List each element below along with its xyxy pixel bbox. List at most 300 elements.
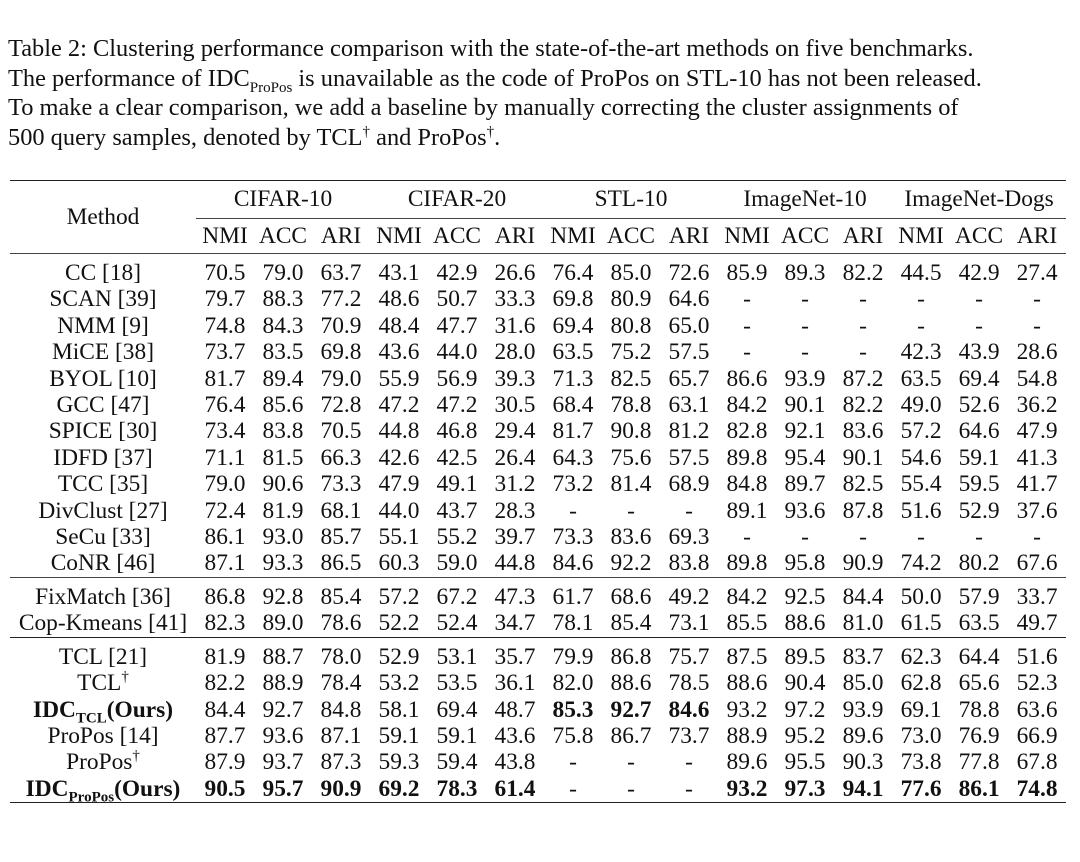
- results-table: [10, 180, 1066, 806]
- method-name-text: TCL [21]: [58, 643, 148, 670]
- table-cell: 70.5: [196, 254, 254, 287]
- method-name: [10, 392, 196, 418]
- table-cell: 70.9: [320, 312, 362, 339]
- method-name-text: Cop-Kmeans [41]: [18, 610, 188, 637]
- table-cell: 81.0: [842, 610, 884, 637]
- table-cell: 86.6: [726, 365, 768, 392]
- metric-header: ARI: [1016, 222, 1058, 249]
- table-cell: 57.2: [370, 577, 428, 610]
- table-cell: 93.6: [784, 497, 826, 524]
- table-cell: 33.3: [494, 286, 536, 313]
- table-cell: 88.6: [726, 670, 768, 697]
- table-cell: 77.8: [958, 749, 1000, 776]
- table-cell: 57.5: [668, 444, 710, 471]
- table-cell: 36.1: [494, 670, 536, 697]
- table-cell: 59.1: [958, 444, 1000, 471]
- table-row: [10, 313, 1066, 339]
- table-cell: 42.5: [436, 444, 478, 471]
- method-name-text: GCC [47]: [56, 392, 150, 419]
- table-cell: 49.2: [660, 577, 718, 610]
- table-cell: 58.1: [378, 696, 420, 723]
- table-cell: 89.0: [262, 610, 304, 637]
- table-cell: 69.4: [958, 365, 1000, 392]
- method-name: [10, 524, 196, 550]
- table-cell: 85.9: [718, 254, 776, 287]
- table-cell: 95.7: [254, 776, 312, 803]
- table-cell: 90.9: [312, 776, 370, 803]
- table-cell: 47.2: [436, 392, 478, 419]
- table-cell: 83.8: [262, 418, 304, 445]
- metric-header: ARI: [668, 222, 710, 249]
- method-name-text: FixMatch [36]: [35, 583, 171, 610]
- table-cell: 89.5: [776, 637, 834, 670]
- table-cell: 95.8: [784, 550, 826, 577]
- table-cell: 44.0: [436, 339, 478, 366]
- method-name-text: IDFD [37]: [53, 444, 153, 471]
- table-cell: 81.7: [552, 418, 594, 445]
- method-name: [10, 723, 196, 749]
- table-cell: -: [1033, 286, 1041, 313]
- table-cell: 82.2: [204, 670, 246, 697]
- table-cell: 78.8: [610, 392, 652, 419]
- table-cell: 81.7: [204, 365, 246, 392]
- method-name-text: SeCu [33]: [55, 524, 151, 551]
- table-cell: 78.3: [428, 776, 486, 803]
- method-dagger: †: [121, 669, 129, 686]
- table-cell: 63.5: [958, 610, 1000, 637]
- method-subscript: ProPos: [68, 789, 115, 806]
- table-cell: 90.3: [842, 749, 884, 776]
- table-cell: 77.6: [892, 776, 950, 803]
- table-cell: 59.3: [378, 749, 420, 776]
- table-cell: 75.7: [660, 637, 718, 670]
- method-name: [10, 445, 196, 471]
- table-row: [10, 670, 1066, 696]
- table-cell: 53.5: [436, 670, 478, 697]
- table-cell: 43.1: [370, 254, 428, 287]
- table-cell: 63.7: [312, 254, 370, 287]
- table-cell: 84.8: [320, 696, 362, 723]
- table-cell: 92.1: [784, 418, 826, 445]
- table-cell: 76.9: [958, 722, 1000, 749]
- table-cell: 86.5: [320, 550, 362, 577]
- table-cell: 44.5: [892, 254, 950, 287]
- table-cell: 62.3: [892, 637, 950, 670]
- table-cell: 31.2: [494, 471, 536, 498]
- table-cell: 85.0: [602, 254, 660, 287]
- table-cell: 26.6: [486, 254, 544, 287]
- table-cell: 78.0: [312, 637, 370, 670]
- table-cell: 34.7: [494, 610, 536, 637]
- table-cell: 76.4: [204, 392, 246, 419]
- table-cell: 89.6: [842, 722, 884, 749]
- table-cell: 65.7: [668, 365, 710, 392]
- method-name: [10, 286, 196, 312]
- table-cell: 39.7: [494, 524, 536, 551]
- metric-header: ARI: [320, 222, 362, 249]
- table-cell: 59.4: [436, 749, 478, 776]
- table-cell: -: [859, 312, 867, 339]
- table-cell: -: [685, 497, 693, 524]
- dataset-header-imagenet10: ImageNet-10: [718, 181, 892, 219]
- metric-header: ARI: [494, 222, 536, 249]
- table-cell: 41.7: [1016, 471, 1058, 498]
- table-cell: -: [602, 776, 660, 803]
- table-cell: -: [917, 524, 925, 551]
- table-cell: 82.5: [842, 471, 884, 498]
- method-name-text: NMM [9]: [57, 312, 149, 339]
- table-cell: 90.6: [262, 471, 304, 498]
- table-cell: 82.8: [726, 418, 768, 445]
- table-row: [10, 392, 1066, 418]
- table-cell: 28.3: [494, 497, 536, 524]
- method-name: [10, 610, 196, 637]
- dataset-header-imagenet-dogs: ImageNet-Dogs: [892, 181, 1066, 219]
- table-cell: 85.7: [320, 524, 362, 551]
- table-cell: 44.8: [494, 550, 536, 577]
- table-cell: -: [801, 286, 809, 313]
- table-cell: 76.4: [544, 254, 602, 287]
- table-cell: 64.3: [552, 444, 594, 471]
- table-cell: 57.2: [900, 418, 942, 445]
- table-cell: 69.2: [370, 776, 428, 803]
- table-cell: 55.9: [378, 365, 420, 392]
- table-cell: 87.1: [320, 722, 362, 749]
- table-cell: 52.6: [958, 392, 1000, 419]
- table-cell: 74.8: [204, 312, 246, 339]
- table-cell: 84.2: [718, 577, 776, 610]
- table-cell: 42.3: [900, 339, 942, 366]
- method-name: [10, 749, 196, 775]
- metric-header: NMI: [202, 222, 248, 249]
- table-cell: 93.2: [718, 776, 776, 803]
- table-cell: 71.3: [552, 365, 594, 392]
- table-cell: 59.1: [378, 722, 420, 749]
- table-cell: 89.3: [776, 254, 834, 287]
- table-cell: -: [859, 339, 867, 366]
- table-row: [10, 471, 1066, 497]
- metric-header: NMI: [550, 222, 596, 249]
- table-cell: 88.3: [262, 286, 304, 313]
- table-row: [10, 254, 1066, 287]
- table-cell: 75.6: [610, 444, 652, 471]
- method-name-text: TCL: [77, 670, 122, 697]
- table-cell: -: [660, 776, 718, 803]
- table-cell: 78.1: [552, 610, 594, 637]
- table-cell: 78.8: [958, 696, 1000, 723]
- table-cell: 81.9: [196, 637, 254, 670]
- metric-header: ACC: [432, 222, 482, 249]
- table-cell: 39.3: [494, 365, 536, 392]
- table-cell: 51.6: [1008, 637, 1066, 670]
- table-cell: 50.0: [892, 577, 950, 610]
- table-cell: 90.1: [784, 392, 826, 419]
- metric-header: NMI: [724, 222, 770, 249]
- table-cell: 69.8: [552, 286, 594, 313]
- table-cell: 42.9: [950, 254, 1008, 287]
- table-cell: 55.1: [378, 524, 420, 551]
- table-cell: 68.6: [602, 577, 660, 610]
- table-cell: -: [975, 312, 983, 339]
- table-cell: 82.2: [834, 254, 892, 287]
- table-cell: 37.6: [1016, 497, 1058, 524]
- table-cell: 60.3: [378, 550, 420, 577]
- table-cell: -: [917, 312, 925, 339]
- table-row: [10, 749, 1066, 775]
- caption-line-1: Table 2: Clustering performance comparison with the state-of-the-art methods on five benchmarks.: [8, 35, 974, 62]
- dataset-header-row: [10, 181, 1066, 219]
- table-cell: 79.0: [254, 254, 312, 287]
- table-row: [10, 524, 1066, 550]
- table-cell: 73.7: [204, 339, 246, 366]
- table-cell: 47.3: [486, 577, 544, 610]
- table-cell: 93.7: [262, 749, 304, 776]
- table-cell: 47.9: [378, 471, 420, 498]
- metric-header: ACC: [606, 222, 656, 249]
- table-cell: 87.3: [320, 749, 362, 776]
- table-cell: 78.5: [668, 670, 710, 697]
- table-cell: 47.9: [1016, 418, 1058, 445]
- table-cell: 43.6: [378, 339, 420, 366]
- table-cell: 66.9: [1016, 722, 1058, 749]
- table-cell: 26.4: [494, 444, 536, 471]
- table-cell: 43.7: [436, 497, 478, 524]
- table-cell: 64.4: [950, 637, 1008, 670]
- metric-header: ACC: [258, 222, 308, 249]
- table-cell: 84.6: [668, 696, 710, 723]
- table-cell: 86.1: [204, 524, 246, 551]
- method-name: [10, 775, 196, 806]
- table-cell: -: [544, 776, 602, 803]
- table-cell: 55.4: [900, 471, 942, 498]
- table-cell: 84.2: [726, 392, 768, 419]
- table-cell: 48.7: [494, 696, 536, 723]
- table-cell: -: [627, 497, 635, 524]
- results-table-body: [10, 254, 1066, 806]
- table-cell: 81.5: [262, 444, 304, 471]
- table-cell: 85.4: [610, 610, 652, 637]
- method-subscript: TCL: [75, 710, 107, 727]
- table-cell: 89.7: [784, 471, 826, 498]
- method-name-text: IDC: [25, 775, 69, 802]
- method-name-text: MiCE [38]: [51, 339, 154, 366]
- table-cell: 61.4: [486, 776, 544, 803]
- table-cell: 31.6: [494, 312, 536, 339]
- table-cell: 47.2: [378, 392, 420, 419]
- table-cell: 85.3: [552, 696, 594, 723]
- table-cell: 63.5: [552, 339, 594, 366]
- table-cell: 86.7: [610, 722, 652, 749]
- table-cell: 69.3: [668, 524, 710, 551]
- table-cell: 48.6: [378, 286, 420, 313]
- dataset-header-cifar10: CIFAR-10: [196, 181, 370, 219]
- table-cell: 59.0: [436, 550, 478, 577]
- table-cell: 75.2: [610, 339, 652, 366]
- table-cell: 88.6: [610, 670, 652, 697]
- metric-header: ACC: [954, 222, 1004, 249]
- table-cell: 75.8: [552, 722, 594, 749]
- caption-line-2-pre: The performance of IDC: [8, 64, 250, 92]
- method-name: [10, 366, 196, 392]
- table-cell: 84.4: [204, 696, 246, 723]
- table-cell: 78.6: [320, 610, 362, 637]
- table-cell: 68.4: [552, 392, 594, 419]
- table-cell: 65.0: [668, 312, 710, 339]
- table-cell: 84.4: [834, 577, 892, 610]
- table-cell: 81.2: [668, 418, 710, 445]
- caption-line-3: To make a clear comparison, we add a baseline by manually correcting the cluster assignments of: [8, 94, 959, 122]
- table-cell: 82.0: [552, 670, 594, 697]
- table-cell: 85.5: [726, 610, 768, 637]
- table-cell: 57.5: [668, 339, 710, 366]
- table-cell: 79.0: [204, 471, 246, 498]
- table-cell: 49.0: [900, 392, 942, 419]
- table-cell: 73.4: [204, 418, 246, 445]
- table-cell: 79.9: [544, 637, 602, 670]
- table-cell: 89.8: [726, 550, 768, 577]
- table-cell: 54.8: [1016, 365, 1058, 392]
- table-cell: 41.3: [1016, 444, 1058, 471]
- table-row: [10, 637, 1066, 670]
- table-cell: -: [1033, 524, 1041, 551]
- table-cell: 85.0: [842, 670, 884, 697]
- table-cell: -: [917, 286, 925, 313]
- method-name-text: DivClust [27]: [38, 497, 168, 524]
- table-cell: 36.2: [1016, 392, 1058, 419]
- table-cell: 81.9: [262, 497, 304, 524]
- method-name-text: CC [18]: [64, 260, 142, 286]
- table-cell: 69.4: [552, 312, 594, 339]
- table-cell: 87.1: [204, 550, 246, 577]
- table-cell: 29.4: [494, 418, 536, 445]
- dataset-header-cifar20: CIFAR-20: [370, 181, 544, 219]
- table-cell: 52.2: [378, 610, 420, 637]
- table-cell: 82.3: [204, 610, 246, 637]
- table-cell: 79.0: [320, 365, 362, 392]
- table-row: [10, 498, 1066, 524]
- table-cell: 95.5: [784, 749, 826, 776]
- method-name: [10, 577, 196, 610]
- metric-header: NMI: [376, 222, 422, 249]
- method-suffix: (Ours): [114, 775, 181, 802]
- table-cell: 84.6: [552, 550, 594, 577]
- table-cell: -: [801, 312, 809, 339]
- method-name: [10, 670, 196, 696]
- table-cell: 85.6: [262, 392, 304, 419]
- table-cell: 93.3: [262, 550, 304, 577]
- table-cell: 72.6: [660, 254, 718, 287]
- table-row: [10, 445, 1066, 471]
- table-cell: 73.0: [900, 722, 942, 749]
- table-cell: 68.9: [668, 471, 710, 498]
- table-cell: 50.7: [436, 286, 478, 313]
- table-cell: -: [743, 524, 751, 551]
- table-cell: 64.6: [668, 286, 710, 313]
- table-cell: 54.6: [900, 444, 942, 471]
- table-cell: 89.4: [262, 365, 304, 392]
- table-cell: 71.1: [204, 444, 246, 471]
- table-cell: 92.2: [610, 550, 652, 577]
- table-cell: 88.9: [726, 722, 768, 749]
- table-cell: 73.2: [552, 471, 594, 498]
- method-name: [10, 471, 196, 497]
- table-cell: 92.7: [610, 696, 652, 723]
- table-cell: 73.3: [552, 524, 594, 551]
- table-cell: 63.6: [1016, 696, 1058, 723]
- table-cell: 87.8: [842, 497, 884, 524]
- table-cell: 52.4: [436, 610, 478, 637]
- table-cell: 35.7: [486, 637, 544, 670]
- method-name: [10, 696, 196, 727]
- table-cell: 73.3: [320, 471, 362, 498]
- table-row: [10, 697, 1066, 723]
- table-cell: 72.4: [204, 497, 246, 524]
- table-cell: -: [859, 286, 867, 313]
- table-cell: -: [627, 749, 635, 776]
- method-name: [10, 313, 196, 339]
- metric-header: ARI: [842, 222, 884, 249]
- table-cell: 47.7: [436, 312, 478, 339]
- metric-header: ACC: [780, 222, 830, 249]
- table-cell: 94.1: [834, 776, 892, 803]
- table-row: [10, 776, 1066, 803]
- method-name: [10, 498, 196, 524]
- table-cell: 77.2: [320, 286, 362, 313]
- table-cell: 56.9: [436, 365, 478, 392]
- table-cell: 90.5: [196, 776, 254, 803]
- method-name: [10, 550, 196, 577]
- table-cell: 93.2: [726, 696, 768, 723]
- table-cell: 90.4: [784, 670, 826, 697]
- caption-line-4-pre: 500 query samples, denoted by TCL: [8, 123, 363, 151]
- table-cell: 85.4: [312, 577, 370, 610]
- table-cell: 92.5: [776, 577, 834, 610]
- table-cell: 30.5: [494, 392, 536, 419]
- table-cell: 69.8: [320, 339, 362, 366]
- table-cell: 69.4: [436, 696, 478, 723]
- table-cell: 79.7: [204, 286, 246, 313]
- method-dagger: †: [132, 748, 140, 765]
- table-cell: 64.6: [958, 418, 1000, 445]
- table-cell: 67.8: [1016, 749, 1058, 776]
- table-cell: 70.5: [320, 418, 362, 445]
- table-cell: 86.8: [196, 577, 254, 610]
- table-cell: 63.5: [900, 365, 942, 392]
- table-cell: 84.8: [726, 471, 768, 498]
- table-cell: 63.1: [668, 392, 710, 419]
- table-cell: -: [743, 286, 751, 313]
- caption-line-2-sub: ProPos: [249, 79, 293, 96]
- table-row: [10, 366, 1066, 392]
- table-cell: 92.7: [262, 696, 304, 723]
- table-cell: 88.9: [262, 670, 304, 697]
- table-row: [10, 723, 1066, 749]
- method-name-text: ProPos [14]: [47, 722, 159, 749]
- table-cell: 87.7: [204, 722, 246, 749]
- table-cell: 97.2: [784, 696, 826, 723]
- table-cell: 73.1: [668, 610, 710, 637]
- method-header: Method: [10, 181, 196, 254]
- table-cell: 93.9: [784, 365, 826, 392]
- table-cell: 49.7: [1016, 610, 1058, 637]
- table-cell: 83.7: [834, 637, 892, 670]
- method-name: [10, 637, 196, 670]
- table-cell: 33.7: [1008, 577, 1066, 610]
- table-cell: 69.1: [900, 696, 942, 723]
- table-cell: -: [801, 524, 809, 551]
- table-cell: -: [859, 524, 867, 551]
- caption-line-4-mid: and ProPos: [370, 123, 487, 151]
